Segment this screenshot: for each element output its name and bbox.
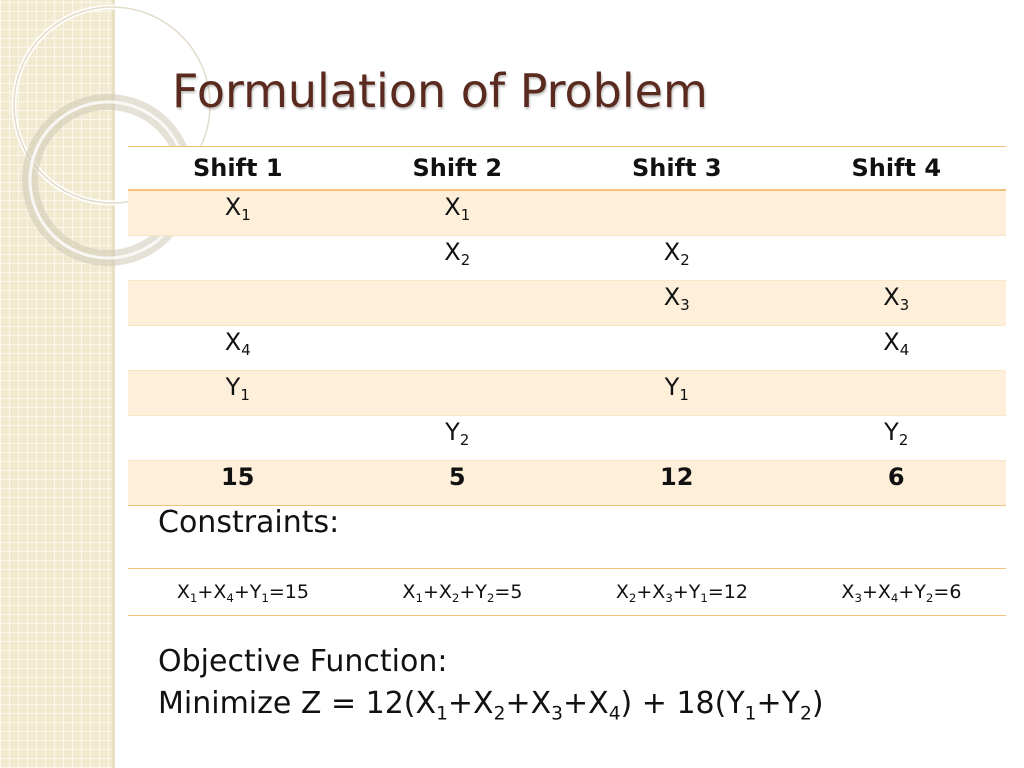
variable-subscript: 2 [460,251,471,270]
constraint-subscript: 1 [700,591,708,606]
constraint-subscript: 2 [451,591,460,606]
variable-subscript: 4 [241,341,251,360]
shift-coverage-table [128,146,1006,506]
constraint-term: +Y [898,581,926,603]
table-cell [348,281,568,326]
table-cell [567,281,787,326]
total-cell: 12 [567,461,787,506]
objective-subscript: 2 [493,703,506,725]
constraint-term: +X [197,581,227,603]
constraint-subscript: 1 [261,591,269,606]
slide-title: Formulation of Problem [172,64,708,118]
constraint-cell [128,569,358,616]
objective-term: +X [563,686,609,721]
variable-subscript: 2 [680,251,690,270]
constraint-subscript: 1 [189,591,198,606]
variable-term: X [224,193,242,221]
constraint-subscript: 2 [628,591,637,606]
table-cell [128,416,348,461]
constraint-term: X [615,581,629,603]
variable-term: X [224,328,242,356]
objective-subscript: 1 [436,703,448,725]
objective-term: +Y [756,686,800,721]
variable-subscript: 2 [898,431,909,450]
variable-term: Y [884,418,899,446]
table-row [128,416,1006,461]
objective-subscript: 2 [799,703,812,725]
table-row [128,326,1006,371]
constraint-term: =5 [494,581,523,603]
total-cell: 15 [128,461,348,506]
variable-subscript: 1 [460,206,471,225]
table-cell [128,236,348,281]
constraint-term: =6 [933,581,962,603]
objective-term: +X [505,686,552,721]
constraint-term: +X [861,581,891,603]
variable-term: X [883,328,900,356]
table-cell [787,326,1007,371]
table-row [128,236,1006,281]
objective-subscript: 1 [744,703,757,725]
constraint-subscript: 3 [665,591,673,606]
constraint-subscript: 2 [925,591,934,606]
variable-term: X [444,238,461,266]
totals-row [128,461,1006,506]
objective-term: Minimize Z = 12(X [158,686,437,721]
table-cell [567,371,787,416]
table-row [128,190,1006,236]
variable-term: X [444,193,461,221]
table-cell [128,190,348,236]
constraint-subscript: 1 [415,591,423,606]
variable-subscript: 1 [679,386,689,405]
table-cell [348,416,568,461]
table-cell [128,371,348,416]
variable-term: Y [225,373,241,401]
constraint-subscript: 4 [890,591,899,606]
total-cell: 5 [348,461,568,506]
constraints-table [128,568,1006,616]
table-cell [128,326,348,371]
variable-subscript: 4 [899,341,910,360]
constraint-term: +Y [672,581,701,603]
variable-subscript: 1 [240,386,250,405]
objective-label: Objective Function: [158,644,448,679]
constraint-term: +Y [233,581,262,603]
constraint-term: X [841,581,855,603]
column-header-shift-2: Shift 2 [348,147,568,191]
constraint-term: +Y [459,581,487,603]
column-header-shift-4: Shift 4 [787,147,1007,191]
table-cell [348,326,568,371]
table-cell [787,190,1007,236]
variable-subscript: 1 [241,206,251,225]
table-row [128,371,1006,416]
objective-function [158,686,824,725]
constraint-subscript: 3 [854,591,862,606]
constraint-term: =12 [707,581,748,603]
table-cell [787,416,1007,461]
table-cell [787,371,1007,416]
table-cell [348,371,568,416]
objective-term: ) + 18(Y [620,686,745,721]
table-cell [567,236,787,281]
objective-subscript: 4 [608,703,621,725]
variable-term: X [663,283,681,311]
constraint-subscript: 2 [486,591,495,606]
constraint-subscript: 4 [226,591,234,606]
constraint-term: +X [422,581,452,603]
column-header-shift-3: Shift 3 [567,147,787,191]
objective-subscript: 3 [551,703,563,725]
constraint-term: +X [636,581,666,603]
constraint-term: =15 [268,581,309,603]
table-cell [567,190,787,236]
constraints-row [128,569,1006,616]
objective-term: +X [447,686,494,721]
table-cell [567,326,787,371]
constraint-cell [567,569,797,616]
total-cell: 6 [787,461,1007,506]
column-header-shift-1: Shift 1 [128,147,348,191]
table-cell [348,236,568,281]
table-cell [787,236,1007,281]
variable-subscript: 2 [459,431,470,450]
variable-term: X [883,283,900,311]
constraint-cell [358,569,567,616]
constraints-label: Constraints: [158,505,340,540]
constraint-term: X [176,581,190,603]
objective-term: ) [811,686,824,721]
constraint-cell [797,569,1006,616]
table-cell [567,416,787,461]
table-cell [787,281,1007,326]
variable-term: X [663,238,681,266]
table-cell [128,281,348,326]
constraint-term: X [402,581,416,603]
table-row [128,281,1006,326]
variable-term: Y [445,418,460,446]
variable-subscript: 3 [899,296,910,315]
table-cell [348,190,568,236]
variable-subscript: 3 [680,296,690,315]
variable-term: Y [664,373,680,401]
table-header-row [128,147,1006,191]
